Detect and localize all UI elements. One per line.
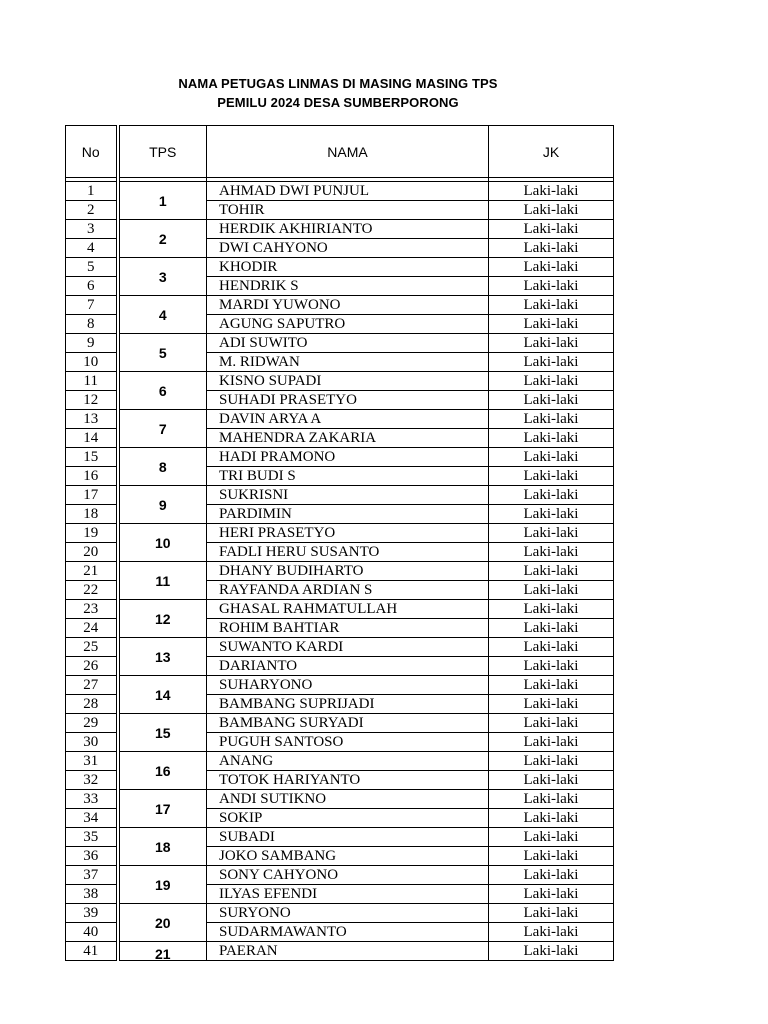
officer-name: DAVIN ARYA A — [207, 410, 489, 429]
gender: Laki-laki — [489, 543, 614, 562]
gender: Laki-laki — [489, 904, 614, 923]
gender: Laki-laki — [489, 923, 614, 942]
officer-name: DARIANTO — [207, 657, 489, 676]
row-number: 9 — [66, 334, 118, 353]
table-row — [66, 448, 614, 467]
row-number: 32 — [66, 771, 118, 790]
officer-name: KHODIR — [207, 258, 489, 277]
gender: Laki-laki — [489, 201, 614, 220]
officer-name: JOKO SAMBANG — [207, 847, 489, 866]
gender: Laki-laki — [489, 334, 614, 353]
gender: Laki-laki — [489, 790, 614, 809]
officer-name: HADI PRAMONO — [207, 448, 489, 467]
officer-name: BAMBANG SURYADI — [207, 714, 489, 733]
gender: Laki-laki — [489, 220, 614, 239]
gender: Laki-laki — [489, 467, 614, 486]
gender: Laki-laki — [489, 657, 614, 676]
row-number: 23 — [66, 600, 118, 619]
row-number: 41 — [66, 942, 118, 961]
column-header-tps: TPS — [118, 126, 207, 178]
row-number: 14 — [66, 429, 118, 448]
gender: Laki-laki — [489, 315, 614, 334]
gender: Laki-laki — [489, 562, 614, 581]
officer-name: TRI BUDI S — [207, 467, 489, 486]
row-number: 35 — [66, 828, 118, 847]
officer-name: M. RIDWAN — [207, 353, 489, 372]
tps-number: 13 — [118, 638, 207, 676]
officer-name: SUHADI PRASETYO — [207, 391, 489, 410]
gender: Laki-laki — [489, 847, 614, 866]
officer-name: SURYONO — [207, 904, 489, 923]
column-header-jk: JK — [489, 126, 614, 178]
table-row — [66, 524, 614, 543]
gender: Laki-laki — [489, 524, 614, 543]
row-number: 36 — [66, 847, 118, 866]
table-row — [66, 182, 614, 201]
gender: Laki-laki — [489, 866, 614, 885]
officer-name: SUDARMAWANTO — [207, 923, 489, 942]
tps-number: 18 — [118, 828, 207, 866]
row-number: 20 — [66, 543, 118, 562]
gender: Laki-laki — [489, 695, 614, 714]
officer-name: ANDI SUTIKNO — [207, 790, 489, 809]
row-number: 2 — [66, 201, 118, 220]
tps-number: 8 — [118, 448, 207, 486]
officer-name: SUBADI — [207, 828, 489, 847]
row-number: 17 — [66, 486, 118, 505]
gender: Laki-laki — [489, 429, 614, 448]
tps-number: 21 — [118, 942, 207, 961]
gender: Laki-laki — [489, 752, 614, 771]
gender: Laki-laki — [489, 676, 614, 695]
tps-number: 4 — [118, 296, 207, 334]
officer-name: ADI SUWITO — [207, 334, 489, 353]
table-row — [66, 220, 614, 239]
row-number: 18 — [66, 505, 118, 524]
row-number: 39 — [66, 904, 118, 923]
row-number: 25 — [66, 638, 118, 657]
row-number: 30 — [66, 733, 118, 752]
row-number: 19 — [66, 524, 118, 543]
gender: Laki-laki — [489, 600, 614, 619]
table-row — [66, 714, 614, 733]
gender: Laki-laki — [489, 391, 614, 410]
gender: Laki-laki — [489, 448, 614, 467]
gender: Laki-laki — [489, 771, 614, 790]
row-number: 1 — [66, 182, 118, 201]
row-number: 16 — [66, 467, 118, 486]
column-header-no: No — [66, 126, 118, 178]
gender: Laki-laki — [489, 505, 614, 524]
officer-name: PUGUH SANTOSO — [207, 733, 489, 752]
officer-name: AHMAD DWI PUNJUL — [207, 182, 489, 201]
gender: Laki-laki — [489, 809, 614, 828]
column-header-nama: NAMA — [207, 126, 489, 178]
tps-number: 2 — [118, 220, 207, 258]
row-number: 31 — [66, 752, 118, 771]
officer-name: FADLI HERU SUSANTO — [207, 543, 489, 562]
officer-name: SUHARYONO — [207, 676, 489, 695]
linmas-roster-table — [65, 125, 614, 961]
gender: Laki-laki — [489, 182, 614, 201]
officer-name: DHANY BUDIHARTO — [207, 562, 489, 581]
tps-number: 19 — [118, 866, 207, 904]
gender: Laki-laki — [489, 581, 614, 600]
officer-name: SOKIP — [207, 809, 489, 828]
row-number: 5 — [66, 258, 118, 277]
officer-name: ILYAS EFENDI — [207, 885, 489, 904]
row-number: 28 — [66, 695, 118, 714]
table-header-row — [66, 126, 614, 178]
officer-name: SUKRISNI — [207, 486, 489, 505]
tps-number: 12 — [118, 600, 207, 638]
table-row — [66, 258, 614, 277]
tps-number: 15 — [118, 714, 207, 752]
gender: Laki-laki — [489, 714, 614, 733]
officer-name: BAMBANG SUPRIJADI — [207, 695, 489, 714]
table-row — [66, 372, 614, 391]
row-number: 15 — [66, 448, 118, 467]
gender: Laki-laki — [489, 885, 614, 904]
officer-name: HERI PRASETYO — [207, 524, 489, 543]
officer-name: ANANG — [207, 752, 489, 771]
row-number: 7 — [66, 296, 118, 315]
row-number: 27 — [66, 676, 118, 695]
table-row — [66, 904, 614, 923]
officer-name: TOTOK HARIYANTO — [207, 771, 489, 790]
row-number: 4 — [66, 239, 118, 258]
row-number: 29 — [66, 714, 118, 733]
row-number: 26 — [66, 657, 118, 676]
table-row — [66, 942, 614, 961]
tps-number: 16 — [118, 752, 207, 790]
row-number: 38 — [66, 885, 118, 904]
officer-name: SUWANTO KARDI — [207, 638, 489, 657]
table-row — [66, 676, 614, 695]
table-row — [66, 866, 614, 885]
gender: Laki-laki — [489, 733, 614, 752]
row-number: 21 — [66, 562, 118, 581]
gender: Laki-laki — [489, 239, 614, 258]
row-number: 12 — [66, 391, 118, 410]
officer-name: HERDIK AKHIRIANTO — [207, 220, 489, 239]
table-row — [66, 638, 614, 657]
tps-number: 10 — [118, 524, 207, 562]
row-number: 6 — [66, 277, 118, 296]
row-number: 33 — [66, 790, 118, 809]
document-title: NAMA PETUGAS LINMAS DI MASING MASING TPS — [178, 76, 498, 91]
row-number: 37 — [66, 866, 118, 885]
tps-number: 11 — [118, 562, 207, 600]
gender: Laki-laki — [489, 828, 614, 847]
table-row — [66, 296, 614, 315]
tps-number: 9 — [118, 486, 207, 524]
gender: Laki-laki — [489, 296, 614, 315]
gender: Laki-laki — [489, 277, 614, 296]
officer-name: DWI CAHYONO — [207, 239, 489, 258]
row-number: 3 — [66, 220, 118, 239]
gender: Laki-laki — [489, 486, 614, 505]
gender: Laki-laki — [489, 410, 614, 429]
officer-name: ROHIM BAHTIAR — [207, 619, 489, 638]
tps-number: 17 — [118, 790, 207, 828]
row-number: 22 — [66, 581, 118, 600]
officer-name: SONY CAHYONO — [207, 866, 489, 885]
gender: Laki-laki — [489, 258, 614, 277]
table-row — [66, 752, 614, 771]
row-number: 24 — [66, 619, 118, 638]
tps-number: 14 — [118, 676, 207, 714]
tps-number: 5 — [118, 334, 207, 372]
gender: Laki-laki — [489, 942, 614, 961]
table-body — [66, 178, 614, 961]
gender: Laki-laki — [489, 353, 614, 372]
officer-name: AGUNG SAPUTRO — [207, 315, 489, 334]
document-subtitle: PEMILU 2024 DESA SUMBERPORONG — [217, 95, 459, 110]
row-number: 10 — [66, 353, 118, 372]
table-row — [66, 334, 614, 353]
tps-number: 3 — [118, 258, 207, 296]
tps-number: 7 — [118, 410, 207, 448]
officer-name: MAHENDRA ZAKARIA — [207, 429, 489, 448]
officer-name: HENDRIK S — [207, 277, 489, 296]
gender: Laki-laki — [489, 619, 614, 638]
officer-name: MARDI YUWONO — [207, 296, 489, 315]
table-row — [66, 410, 614, 429]
tps-number: 20 — [118, 904, 207, 942]
gender: Laki-laki — [489, 372, 614, 391]
table-row — [66, 828, 614, 847]
row-number: 40 — [66, 923, 118, 942]
row-number: 8 — [66, 315, 118, 334]
table-row — [66, 486, 614, 505]
gender: Laki-laki — [489, 638, 614, 657]
officer-name: KISNO SUPADI — [207, 372, 489, 391]
table-row — [66, 562, 614, 581]
tps-number: 6 — [118, 372, 207, 410]
officer-name: PAERAN — [207, 942, 489, 961]
officer-name: TOHIR — [207, 201, 489, 220]
row-number: 11 — [66, 372, 118, 391]
row-number: 34 — [66, 809, 118, 828]
tps-number: 1 — [118, 182, 207, 220]
officer-name: RAYFANDA ARDIAN S — [207, 581, 489, 600]
table-row — [66, 600, 614, 619]
officer-name: GHASAL RAHMATULLAH — [207, 600, 489, 619]
officer-name: PARDIMIN — [207, 505, 489, 524]
row-number: 13 — [66, 410, 118, 429]
table-row — [66, 790, 614, 809]
